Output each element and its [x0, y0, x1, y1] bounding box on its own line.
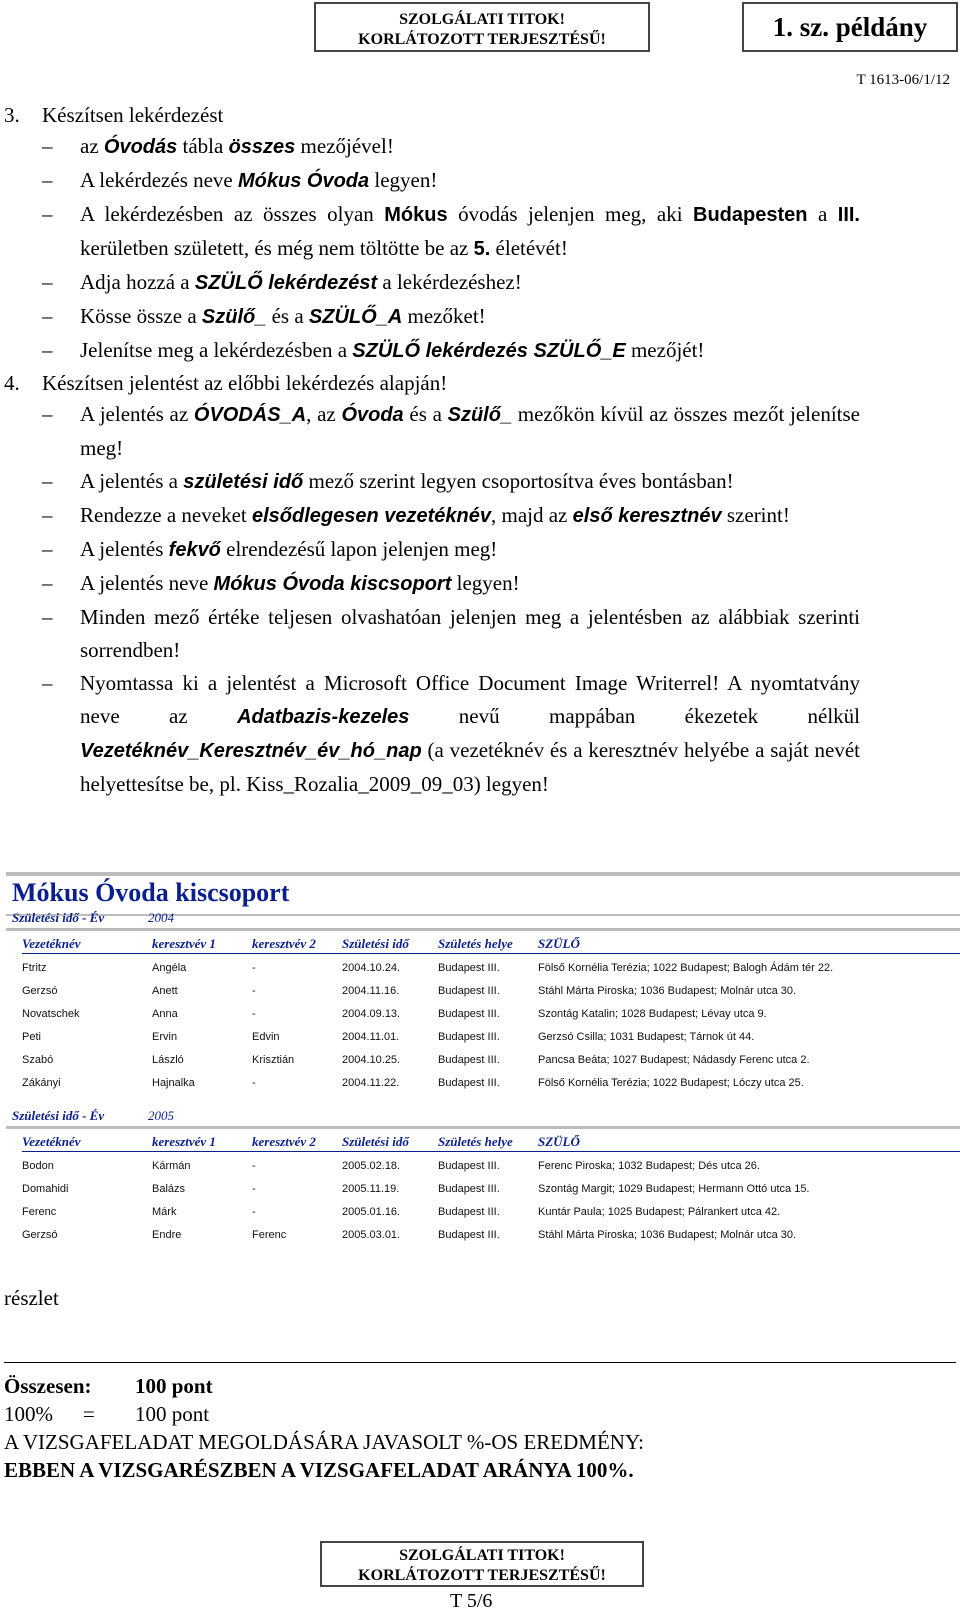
column-header: Születés helye — [438, 936, 513, 951]
report-top-rule — [6, 872, 960, 876]
task4-bullet-3: – Rendezze a neveket elsődlegesen vezetéknév, majd az első keresztnév szerint! — [42, 503, 790, 527]
table-cell: Kuntár Paula; 1025 Budapest; Pálrankert utca 42. — [538, 1206, 781, 1218]
table-cell: - — [252, 1160, 256, 1172]
table-cell: Pancsa Beáta; 1027 Budapest; Nádasdy Ferenc utca 2. — [538, 1054, 810, 1066]
column-header: Születési idő — [342, 1134, 409, 1149]
table-cell: Fölső Kornélia Terézia; 1022 Budapest; Lóczy utca 25. — [538, 1077, 804, 1089]
weight-line: EBBEN A VIZSGARÉSZBEN A VIZSGAFELADAT ARÁNYA 100%. — [4, 1458, 634, 1482]
total-label: Összesen: — [4, 1374, 92, 1398]
classified-line2: KORLÁTOZOTT TERJESZTÉSŰ! — [358, 31, 606, 48]
task4-heading — [4, 368, 860, 398]
total-value: 100 pont — [135, 1374, 213, 1398]
table-cell: Gerzsó — [22, 1229, 58, 1241]
column-header: Születés helye — [438, 1134, 513, 1149]
group-label: Születési idő - Év — [12, 910, 105, 925]
task3-bullet-1: – az Óvodás tábla összes mezőjével! — [42, 134, 394, 158]
column-header: SZÜLŐ — [538, 936, 580, 951]
table-cell: Budapest III. — [438, 1031, 500, 1043]
table-cell: Budapest III. — [438, 1183, 500, 1195]
table-cell: Anna — [152, 1008, 178, 1020]
column-header-rule — [22, 953, 960, 954]
report-preview — [6, 872, 960, 1290]
table-cell: Szontág Margit; 1029 Budapest; Hermann Ottó utca 15. — [538, 1183, 810, 1195]
table-cell: Budapest III. — [438, 985, 500, 997]
table-cell: Zákányi — [22, 1077, 61, 1089]
table-cell: Endre — [152, 1229, 182, 1241]
table-cell: 2004.11.01. — [342, 1031, 400, 1043]
task-content — [4, 100, 860, 801]
task3-bullet-3: – A lekérdezésben az összes olyan Mókus óvodás jelenjen meg, aki Budapesten a III. kerületben született, és még nem töltötte be az 5. életévét! — [42, 202, 860, 260]
table-cell: Ftritz — [22, 962, 47, 974]
table-cell: - — [252, 962, 256, 974]
task3-bullet-4: – Adja hozzá a SZÜLŐ lekérdezést a lekérdezéshez! — [42, 270, 522, 294]
task4-bullet-5: – A jelentés neve Mókus Óvoda kiscsoport legyen! — [42, 571, 520, 595]
group-year: 2004 — [148, 910, 174, 925]
percent-value: 100 pont — [135, 1402, 210, 1426]
column-header: keresztvév 2 — [252, 936, 316, 951]
footer-classified-line2: KORLÁTOZOTT TERJESZTÉSŰ! — [358, 1567, 606, 1584]
table-cell: Ferenc — [252, 1229, 287, 1241]
table-cell: 2005.01.16. — [342, 1206, 401, 1218]
table-cell: Stáhl Márta Piroska; 1036 Budapest; Molnár utca 30. — [538, 985, 797, 997]
table-cell: Budapest III. — [438, 1229, 500, 1241]
task3-number: 3. — [4, 103, 20, 127]
column-header: keresztvév 1 — [152, 1134, 216, 1149]
table-cell: Angéla — [152, 962, 187, 974]
table-cell: 2004.10.25. — [342, 1054, 401, 1066]
table-cell: Gerzsó Csilla; 1031 Budapest; Tárnok út 44. — [538, 1031, 755, 1043]
table-cell: 2005.03.01. — [342, 1229, 401, 1241]
task3-bullet-5: – Kösse össze a Szülő_ és a SZÜLŐ_A mezőket! — [42, 304, 486, 328]
group-header — [12, 1108, 174, 1124]
classified-line1: SZOLGÁLATI TITOK! — [399, 11, 565, 28]
column-header: keresztvév 2 — [252, 1134, 316, 1149]
table-cell: Budapest III. — [438, 1054, 500, 1066]
percent-label: 100% — [4, 1402, 53, 1426]
table-cell: Márk — [152, 1206, 177, 1218]
column-header: Vezetéknév — [22, 1134, 81, 1149]
table-cell: 2004.09.13. — [342, 1008, 401, 1020]
table-cell: - — [252, 985, 256, 997]
task4-bullet-6: – Minden mező értéke teljesen olvashatóan jelenjen meg a jelentésben az alábbiak szerinti sorrendben! — [42, 605, 860, 662]
group-rule — [6, 928, 960, 931]
table-cell: Fölső Kornélia Terézia; 1022 Budapest; Balogh Ádám tér 22. — [538, 962, 834, 974]
task4-bullet-2: – A jelentés a születési idő mező szerint legyen csoportosítva éves bontásban! — [42, 469, 734, 493]
page-number: T 5/6 — [450, 1590, 493, 1612]
table-cell: - — [252, 1008, 256, 1020]
excerpt-label: részlet — [4, 1286, 59, 1310]
task3-title: Készítsen lekérdezést — [42, 103, 224, 127]
table-cell: - — [252, 1077, 256, 1089]
table-cell: - — [252, 1206, 256, 1218]
task3-heading — [4, 100, 860, 130]
group-rule — [6, 1126, 960, 1129]
table-cell: 2004.11.16. — [342, 985, 400, 997]
table-cell: Peti — [22, 1031, 41, 1043]
table-cell: 2005.02.18. — [342, 1160, 401, 1172]
table-cell: Edvin — [252, 1031, 280, 1043]
table-cell: Budapest III. — [438, 1008, 500, 1020]
column-header: keresztvév 1 — [152, 936, 216, 951]
table-cell: Krisztián — [252, 1054, 295, 1066]
table-cell: Budapest III. — [438, 1160, 500, 1172]
table-cell: Novatschek — [22, 1008, 80, 1020]
table-cell: Szontág Katalin; 1028 Budapest; Lévay utca 9. — [538, 1008, 767, 1020]
column-header: Születési idő — [342, 936, 409, 951]
footer-classified-line1: SZOLGÁLATI TITOK! — [399, 1547, 565, 1564]
table-cell: Domahidi — [22, 1183, 69, 1195]
table-cell: Stáhl Márta Piroska; 1036 Budapest; Molnár utca 30. — [538, 1229, 797, 1241]
score-summary — [4, 1372, 644, 1484]
table-cell: Ferenc — [22, 1206, 57, 1218]
task3-bullet-6: – Jelenítse meg a lekérdezésben a SZÜLŐ lekérdezés SZÜLŐ_E mezőjét! — [42, 338, 705, 362]
table-cell: 2004.10.24. — [342, 962, 401, 974]
table-cell: László — [152, 1054, 184, 1066]
group-header — [12, 910, 174, 926]
summary-divider — [4, 1362, 956, 1363]
table-cell: Budapest III. — [438, 962, 500, 974]
table-cell: Gerzsó — [22, 985, 58, 997]
column-header-rule — [22, 1151, 960, 1152]
table-cell: Budapest III. — [438, 1206, 500, 1218]
task4-number: 4. — [4, 371, 20, 395]
table-cell: Szabó — [22, 1054, 54, 1066]
task4-bullet-1: – A jelentés az ÓVODÁS_A, az Óvoda és a Szülő_ mezőkön kívül az összes mezőt jelenítse meg! — [42, 402, 860, 460]
table-cell: Ferenc Piroska; 1032 Budapest; Dés utca 26. — [538, 1160, 760, 1172]
table-cell: Bodon — [22, 1160, 54, 1172]
table-cell: Budapest III. — [438, 1077, 500, 1089]
table-cell: - — [252, 1183, 256, 1195]
document-reference: T 1613-06/1/12 — [856, 72, 950, 88]
task4-bullet-7: – Nyomtassa ki a jelentést a Microsoft Office Document Image Writerrel! A nyomtatvány neve az Adatbazis-kezeles nevű mappában ékezetek nélkül Vezetéknév_Keresztnév_év_hó_nap (a vezetéknév és a keresztnév helyébe a saját nevét helyettesítse be, pl. Kiss_Rozalia_2009_09_03) legyen! — [42, 671, 860, 796]
group-label: Születési idő - Év — [12, 1108, 105, 1123]
copy-number-box: 1. sz. példány — [742, 2, 958, 52]
table-cell: 2005.11.19. — [342, 1183, 400, 1195]
column-header: SZÜLŐ — [538, 1134, 580, 1149]
table-cell: Anett — [152, 985, 178, 997]
classified-header-box — [314, 2, 650, 52]
table-cell: Kármán — [152, 1160, 191, 1172]
task3-bullet-2: – A lekérdezés neve Mókus Óvoda legyen! — [42, 168, 438, 192]
equals-sign: = — [83, 1402, 95, 1426]
classified-footer-box — [320, 1541, 644, 1587]
report-title: Mókus Óvoda kiscsoport — [12, 878, 290, 907]
table-cell: Ervin — [152, 1031, 178, 1043]
group-year: 2005 — [148, 1108, 174, 1123]
table-cell: 2004.11.22. — [342, 1077, 400, 1089]
task4-bullet-4: – A jelentés fekvő elrendezésű lapon jelenjen meg! — [42, 537, 498, 561]
table-cell: Balázs — [152, 1183, 186, 1195]
table-cell: Hajnalka — [152, 1077, 195, 1089]
column-header: Vezetéknév — [22, 936, 81, 951]
suggested-result-line: A VIZSGAFELADAT MEGOLDÁSÁRA JAVASOLT %-OS EREDMÉNY: — [4, 1430, 645, 1454]
task4-title: Készítsen jelentést az előbbi lekérdezés alapján! — [42, 371, 448, 395]
